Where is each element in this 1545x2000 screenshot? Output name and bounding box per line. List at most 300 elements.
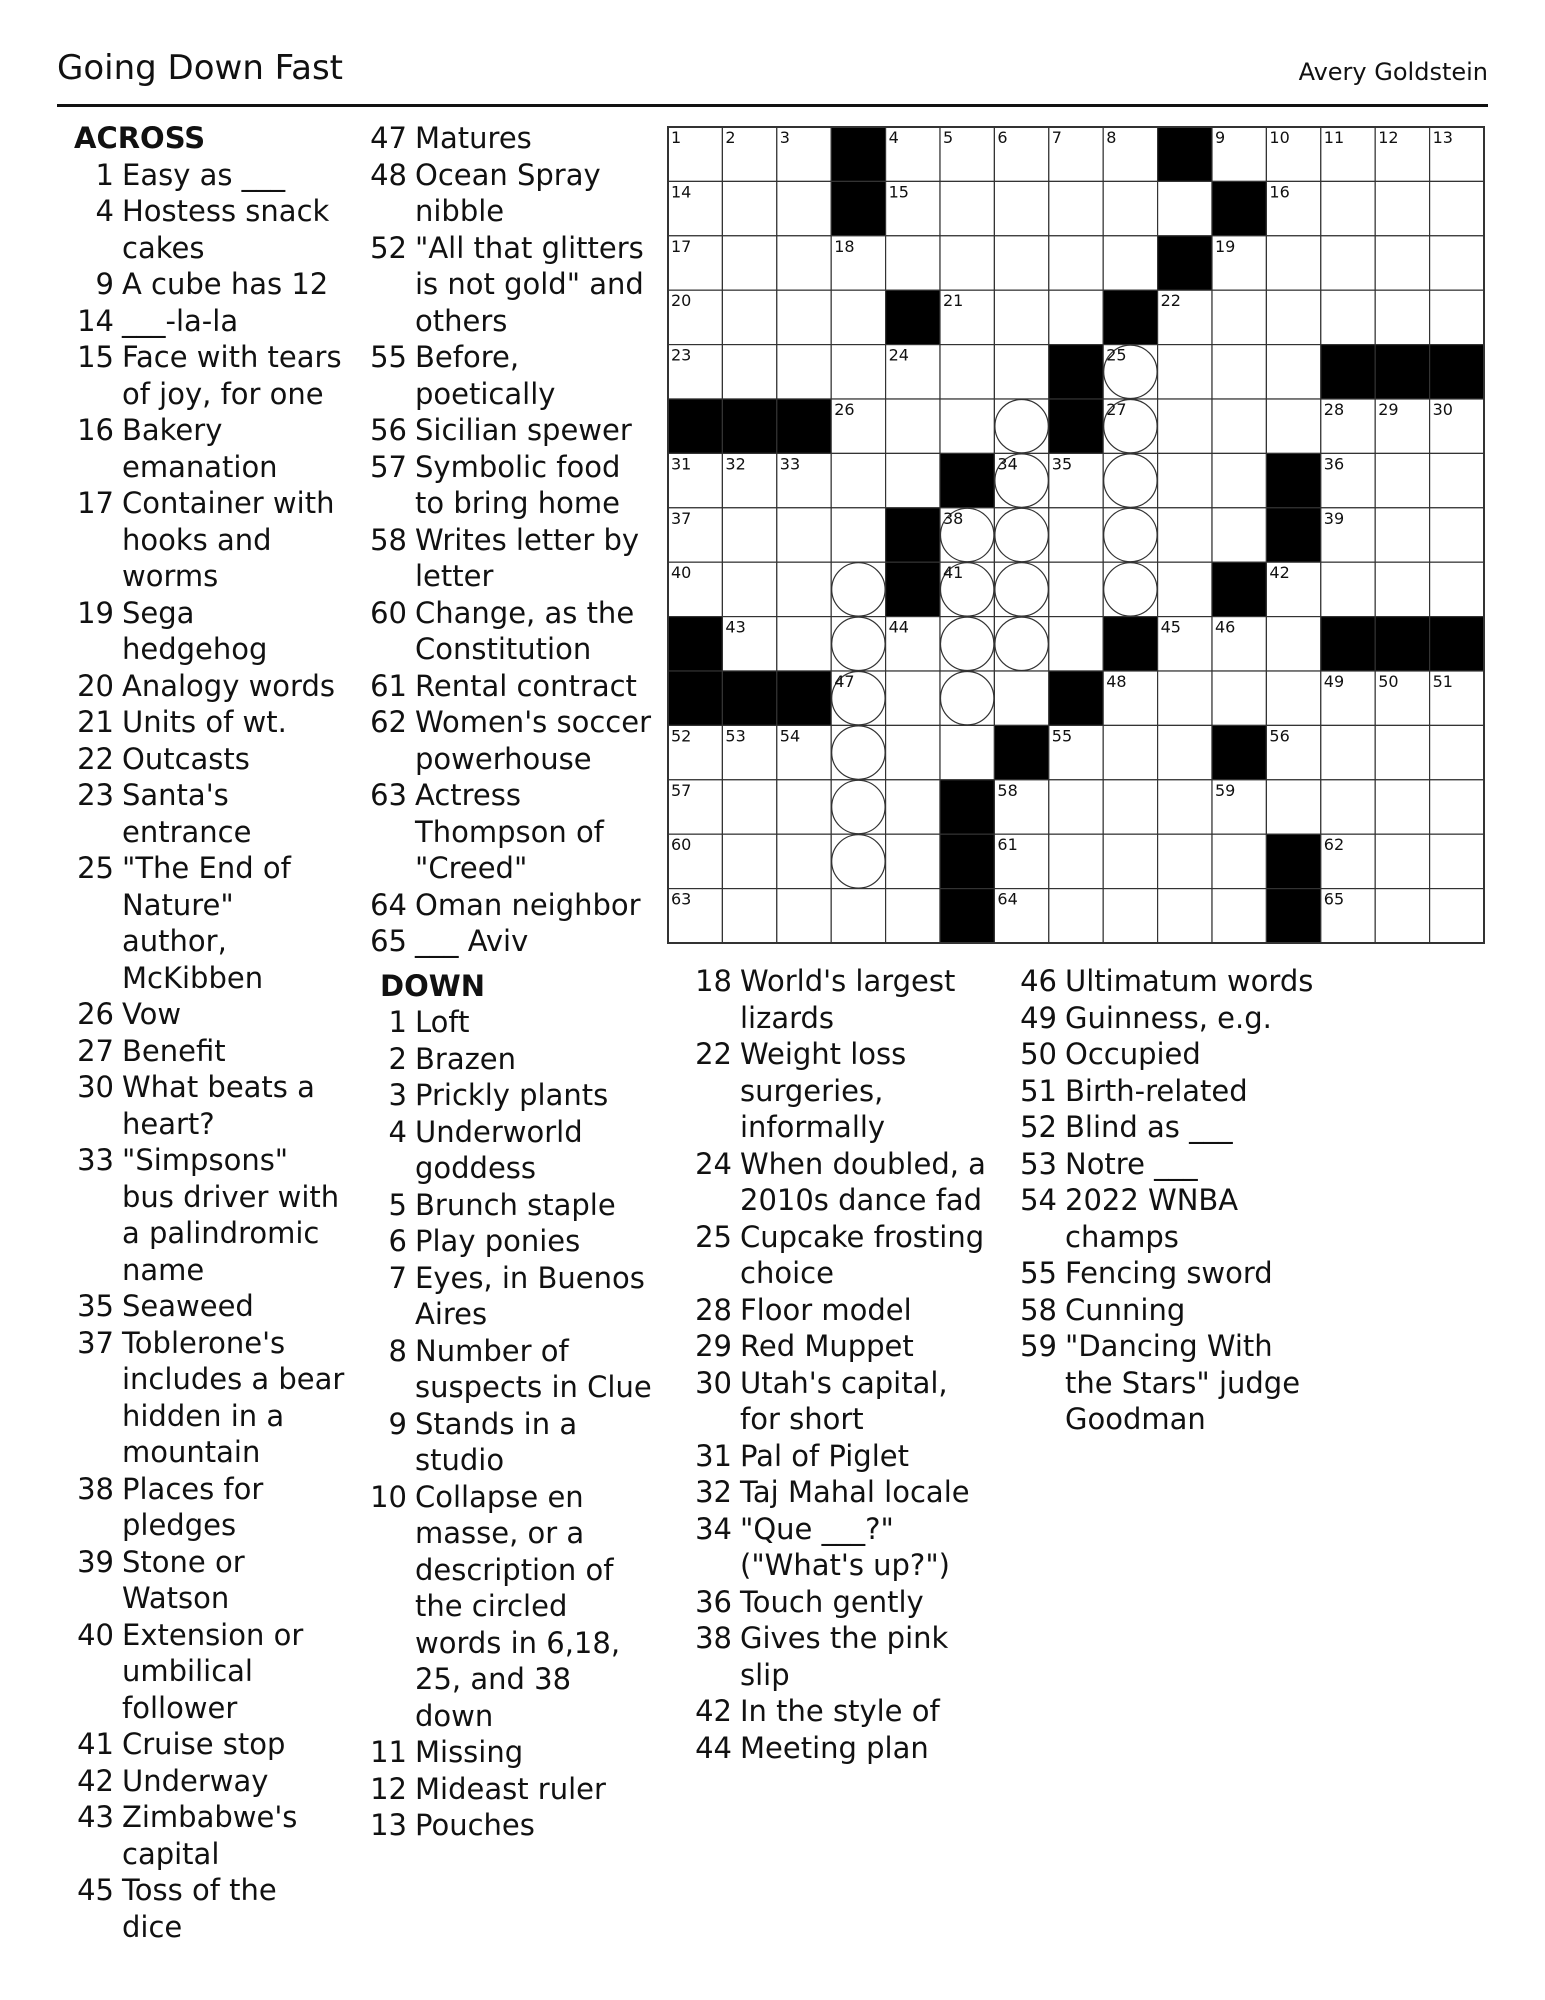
grid-cell[interactable] (994, 181, 1048, 235)
grid-cell[interactable] (722, 345, 776, 399)
grid-cell[interactable] (1266, 345, 1320, 399)
across-clue[interactable] (72, 741, 346, 778)
clue-number: 57 (370, 449, 407, 484)
clue-text: Writes letter by letter (415, 522, 640, 593)
across-clue[interactable] (72, 339, 346, 412)
clue-number: 16 (77, 413, 114, 447)
clue-text: Actress Thompson of "Creed" (415, 778, 604, 885)
across-clue[interactable] (72, 157, 346, 194)
grid-cell[interactable] (886, 453, 940, 507)
across-clue[interactable] (72, 1763, 346, 1800)
grid-cell[interactable] (1375, 725, 1429, 779)
down-clue[interactable] (690, 1036, 990, 1146)
grid-cell[interactable] (1321, 780, 1375, 834)
clue-number: 63 (370, 778, 407, 812)
grid-cell[interactable] (994, 671, 1048, 725)
across-clue[interactable] (365, 120, 655, 157)
clue-text: Play ponies (415, 1224, 581, 1258)
clue-text: In the style of (740, 1694, 940, 1728)
across-clue[interactable] (365, 704, 655, 777)
grid-cell[interactable] (1375, 562, 1429, 616)
grid-block (1212, 181, 1266, 235)
down-clue[interactable] (690, 1365, 990, 1438)
grid-cell[interactable] (1049, 508, 1103, 562)
across-clue[interactable] (72, 1544, 346, 1617)
grid-cell[interactable] (777, 617, 831, 671)
grid-cell[interactable] (1049, 236, 1103, 290)
cell-number: 44 (888, 617, 909, 637)
grid-cell[interactable] (1158, 834, 1212, 888)
down-clue[interactable] (1015, 1000, 1315, 1037)
grid-cell[interactable] (1212, 345, 1266, 399)
clue-number: 8 (388, 1333, 407, 1368)
grid-block (722, 399, 776, 453)
cell-number: 19 (1215, 236, 1236, 256)
down-clue[interactable] (690, 1146, 990, 1219)
clue-number: 19 (77, 595, 114, 630)
across-clue[interactable] (72, 193, 346, 266)
cell-number: 64 (997, 889, 1018, 909)
cell-number: 14 (671, 182, 692, 202)
clue-number: 12 (370, 1771, 407, 1806)
grid-cell[interactable] (1049, 181, 1103, 235)
grid-cell[interactable] (831, 345, 885, 399)
grid-cell[interactable] (1212, 508, 1266, 562)
across-clue[interactable] (365, 923, 655, 960)
grid-cell[interactable] (1212, 671, 1266, 725)
down-clue[interactable] (365, 1406, 655, 1479)
clue-column-2 (365, 120, 655, 1844)
cell-number: 9 (1215, 128, 1226, 147)
clue-number: 58 (370, 522, 407, 557)
grid-block (994, 725, 1048, 779)
down-clue[interactable] (365, 1114, 655, 1187)
clue-text: Sicilian spewer (415, 413, 632, 447)
grid-cell[interactable] (777, 236, 831, 290)
down-clue[interactable] (365, 1041, 655, 1078)
clue-number: 44 (695, 1730, 732, 1765)
grid-cell[interactable] (1375, 780, 1429, 834)
clue-text: Extension or umbilical follower (122, 1617, 304, 1725)
down-clue[interactable] (690, 1438, 990, 1475)
clue-number: 20 (77, 668, 114, 703)
down-clue[interactable] (365, 1807, 655, 1844)
grid-cell[interactable] (722, 780, 776, 834)
grid-cell[interactable] (1212, 889, 1266, 943)
down-clue[interactable] (365, 1771, 655, 1808)
across-clue[interactable] (72, 704, 346, 741)
grid-cell[interactable] (994, 290, 1048, 344)
grid-cell[interactable] (831, 508, 885, 562)
cell-number: 37 (671, 508, 692, 528)
grid-cell[interactable] (1375, 453, 1429, 507)
grid-cell[interactable] (940, 345, 994, 399)
across-clue[interactable] (72, 1799, 346, 1872)
grid-cell[interactable] (1375, 290, 1429, 344)
across-clue[interactable] (72, 595, 346, 668)
grid-cell[interactable] (1430, 508, 1484, 562)
down-clue[interactable] (365, 1260, 655, 1333)
clue-text: ___-la-la (122, 303, 239, 338)
grid-cell[interactable] (777, 345, 831, 399)
clue-text: Analogy words (122, 668, 335, 703)
grid-cell[interactable] (1103, 834, 1157, 888)
grid-cell[interactable] (1430, 562, 1484, 616)
grid-cell[interactable] (1375, 181, 1429, 235)
across-clue[interactable] (365, 668, 655, 705)
clue-number: 52 (1020, 1110, 1057, 1144)
grid-cell[interactable] (886, 671, 940, 725)
cell-number: 13 (1432, 128, 1453, 147)
down-clue[interactable] (690, 1511, 990, 1584)
grid-block (668, 399, 722, 453)
clue-text: What beats a heart? (122, 1070, 315, 1141)
grid-cell[interactable] (777, 562, 831, 616)
grid-cell[interactable] (777, 508, 831, 562)
grid-cell[interactable] (1158, 399, 1212, 453)
clue-column-3 (690, 963, 990, 1766)
grid-cell[interactable] (1158, 889, 1212, 943)
grid-cell[interactable] (1212, 834, 1266, 888)
grid-cell[interactable] (777, 780, 831, 834)
clue-text: Toblerone's includes a bear hidden in a mountain (122, 1325, 345, 1469)
clue-text: Change, as the Constitution (415, 595, 635, 666)
cell-number: 21 (943, 291, 964, 311)
clue-number: 1 (95, 157, 114, 192)
clue-column-4 (1015, 963, 1315, 1438)
across-clue[interactable] (365, 339, 655, 412)
grid-cell[interactable] (1321, 181, 1375, 235)
grid-cell[interactable] (1321, 290, 1375, 344)
grid-cell[interactable] (1375, 889, 1429, 943)
grid-cell[interactable] (1158, 562, 1212, 616)
clue-text: A cube has 12 (122, 267, 329, 301)
grid-cell[interactable] (1103, 889, 1157, 943)
grid-cell[interactable] (1321, 725, 1375, 779)
down-clue[interactable] (690, 1219, 990, 1292)
clue-text: Santa's entrance (122, 778, 252, 849)
grid-block (722, 671, 776, 725)
cell-number: 23 (671, 345, 692, 365)
grid-cell[interactable] (1266, 671, 1320, 725)
across-clue[interactable] (72, 303, 346, 340)
grid-cell[interactable] (831, 290, 885, 344)
grid-cell[interactable] (722, 508, 776, 562)
down-clue[interactable] (365, 1223, 655, 1260)
grid-cell[interactable] (1103, 181, 1157, 235)
grid-cell[interactable] (886, 725, 940, 779)
grid-block (1103, 617, 1157, 671)
grid-cell[interactable] (722, 290, 776, 344)
grid-cell[interactable] (1049, 562, 1103, 616)
grid-cell[interactable] (940, 399, 994, 453)
grid-block (940, 780, 994, 834)
clue-number: 50 (1020, 1037, 1057, 1071)
down-clue[interactable] (690, 1584, 990, 1621)
across-clue[interactable] (365, 230, 655, 340)
clue-text: Cupcake frosting choice (740, 1219, 985, 1290)
grid-cell[interactable] (1430, 725, 1484, 779)
clue-number: 30 (695, 1365, 732, 1400)
grid-cell[interactable] (1158, 780, 1212, 834)
across-clue[interactable] (72, 1069, 346, 1142)
across-clue[interactable] (72, 996, 346, 1033)
cell-number: 3 (779, 128, 790, 147)
clue-text: When doubled, a 2010s dance fad (740, 1146, 986, 1217)
grid-cell[interactable] (1375, 236, 1429, 290)
down-clue[interactable] (365, 1734, 655, 1771)
grid-block (1158, 127, 1212, 181)
grid-cell[interactable] (777, 889, 831, 943)
grid-cell[interactable] (1049, 780, 1103, 834)
grid-cell[interactable] (1212, 290, 1266, 344)
across-clue[interactable] (72, 266, 346, 303)
clue-number: 61 (370, 668, 407, 703)
clue-text: Rental contract (415, 668, 637, 703)
across-clue[interactable] (72, 850, 346, 996)
grid-cell[interactable] (1430, 834, 1484, 888)
clue-number: 60 (370, 595, 407, 630)
grid-cell[interactable] (1158, 508, 1212, 562)
clue-text: Stone or Watson (122, 1544, 245, 1615)
grid-cell[interactable] (1103, 725, 1157, 779)
across-clue[interactable] (365, 522, 655, 595)
down-clue[interactable] (690, 1730, 990, 1767)
grid-cell[interactable] (722, 236, 776, 290)
clue-text: Utah's capital, for short (740, 1365, 948, 1436)
cell-number: 22 (1160, 291, 1181, 311)
clue-text: Seaweed (122, 1289, 254, 1323)
down-clue[interactable] (1015, 1146, 1315, 1183)
across-clue[interactable] (365, 449, 655, 522)
down-clue[interactable] (1015, 1109, 1315, 1146)
across-clue[interactable] (365, 887, 655, 924)
clue-text: Blind as ___ (1065, 1110, 1233, 1144)
cell-number: 24 (888, 345, 909, 365)
grid-cell[interactable] (1049, 834, 1103, 888)
cell-number: 4 (888, 128, 899, 147)
clue-number: 56 (370, 413, 407, 447)
grid-cell[interactable] (722, 834, 776, 888)
grid-cell[interactable] (940, 181, 994, 235)
clue-number: 55 (370, 340, 407, 374)
down-clue[interactable] (365, 1004, 655, 1041)
grid-cell[interactable] (1158, 181, 1212, 235)
cell-number: 12 (1378, 128, 1399, 147)
cell-number: 47 (834, 672, 855, 691)
down-clue[interactable] (365, 1187, 655, 1224)
grid-cell[interactable] (1321, 562, 1375, 616)
clue-number: 51 (1020, 1073, 1057, 1108)
grid-block (886, 290, 940, 344)
down-clue[interactable] (1015, 1328, 1315, 1438)
clue-text: 2022 WNBA champs (1065, 1183, 1239, 1254)
across-clue[interactable] (72, 412, 346, 485)
grid-cell[interactable] (1321, 236, 1375, 290)
across-heading: ACROSS (74, 121, 206, 155)
down-clue[interactable] (1015, 1292, 1315, 1329)
clue-number: 55 (1020, 1256, 1057, 1290)
clue-number: 39 (77, 1544, 114, 1579)
clue-number: 38 (77, 1471, 114, 1506)
cell-number: 25 (1106, 345, 1127, 365)
grid-cell[interactable] (1158, 725, 1212, 779)
down-clue[interactable] (365, 1077, 655, 1114)
crossword-grid[interactable] (668, 127, 1486, 945)
grid-cell[interactable] (777, 181, 831, 235)
clue-number: 14 (77, 303, 114, 338)
grid-block (1430, 345, 1484, 399)
clue-text: Meeting plan (740, 1730, 929, 1765)
cell-number: 28 (1323, 400, 1345, 419)
grid-cell[interactable] (994, 345, 1048, 399)
cell-number: 46 (1215, 617, 1236, 637)
cell-number: 11 (1323, 128, 1345, 147)
grid-block (1049, 671, 1103, 725)
grid-cell[interactable] (1158, 671, 1212, 725)
down-clue[interactable] (690, 1474, 990, 1511)
grid-cell[interactable] (1212, 453, 1266, 507)
clue-number: 10 (370, 1479, 407, 1514)
clue-number: 46 (1020, 964, 1057, 998)
grid-cell[interactable] (777, 290, 831, 344)
down-clue[interactable] (690, 963, 990, 1036)
clue-number: 34 (695, 1511, 732, 1546)
clue-text: Symbolic food to bring home (415, 449, 621, 520)
across-clue[interactable] (365, 777, 655, 887)
clue-number: 13 (370, 1808, 407, 1842)
grid-cell[interactable] (1049, 889, 1103, 943)
down-clue[interactable] (1015, 1182, 1315, 1255)
grid-cell[interactable] (722, 562, 776, 616)
grid-cell[interactable] (1158, 345, 1212, 399)
across-clue[interactable] (72, 1872, 346, 1945)
grid-cell[interactable] (1266, 617, 1320, 671)
clue-text: "All that glitters is not gold" and others (415, 230, 644, 338)
across-clue[interactable] (72, 1726, 346, 1763)
clue-number: 47 (370, 121, 407, 155)
grid-cell[interactable] (1266, 780, 1320, 834)
puzzle-title: Going Down Fast (57, 48, 343, 88)
grid-cell[interactable] (1430, 889, 1484, 943)
grid-cell[interactable] (1430, 236, 1484, 290)
grid-cell[interactable] (1103, 236, 1157, 290)
grid-cell[interactable] (1049, 290, 1103, 344)
grid-cell[interactable] (1049, 617, 1103, 671)
grid-cell[interactable] (831, 453, 885, 507)
clue-text: Zimbabwe's capital (122, 1800, 298, 1871)
clue-text: Red Muppet (740, 1329, 914, 1363)
cell-number: 27 (1106, 400, 1127, 419)
grid-cell[interactable] (1430, 453, 1484, 507)
cell-number: 35 (1051, 454, 1073, 474)
clue-text: Face with tears of joy, for one (122, 340, 342, 411)
clue-text: Underworld goddess (415, 1114, 583, 1185)
across-clue[interactable] (365, 157, 655, 230)
across-clue[interactable] (72, 777, 346, 850)
clue-text: Toss of the dice (122, 1873, 277, 1944)
grid-cell[interactable] (1103, 780, 1157, 834)
across-clue[interactable] (365, 412, 655, 449)
clue-number: 43 (77, 1800, 114, 1834)
clue-text: Places for pledges (122, 1471, 264, 1542)
across-clue[interactable] (72, 485, 346, 595)
across-clue[interactable] (365, 595, 655, 668)
clue-text: Taj Mahal locale (740, 1475, 970, 1509)
grid-cell[interactable] (886, 834, 940, 888)
grid-cell[interactable] (886, 889, 940, 943)
clue-text: Eyes, in Buenos Aires (415, 1260, 645, 1331)
grid-cell[interactable] (831, 889, 885, 943)
grid-cell[interactable] (1266, 399, 1320, 453)
grid-cell[interactable] (722, 181, 776, 235)
grid-cell[interactable] (1375, 508, 1429, 562)
grid-block (668, 617, 722, 671)
grid-cell[interactable] (1212, 399, 1266, 453)
grid-block (1212, 562, 1266, 616)
down-clue[interactable] (365, 1479, 655, 1735)
across-clue[interactable] (72, 1471, 346, 1544)
cell-number: 42 (1269, 563, 1290, 583)
grid-cell[interactable] (1375, 834, 1429, 888)
grid-cell[interactable] (722, 889, 776, 943)
down-clue[interactable] (1015, 1036, 1315, 1073)
down-clue[interactable] (690, 1328, 990, 1365)
grid-cell[interactable] (1430, 780, 1484, 834)
across-clue[interactable] (72, 1617, 346, 1727)
across-clue[interactable] (72, 668, 346, 705)
grid-cell[interactable] (994, 236, 1048, 290)
clue-number: 25 (695, 1219, 732, 1254)
grid-block (886, 562, 940, 616)
clue-text: Occupied (1065, 1037, 1201, 1071)
grid-block (940, 453, 994, 507)
grid-cell[interactable] (940, 236, 994, 290)
grid-cell[interactable] (1158, 453, 1212, 507)
across-clue[interactable] (72, 1325, 346, 1471)
grid-cell[interactable] (886, 780, 940, 834)
cell-number: 30 (1432, 400, 1453, 419)
down-clue[interactable] (690, 1693, 990, 1730)
cell-number: 31 (671, 454, 692, 474)
clue-number: 27 (77, 1033, 114, 1068)
down-clue[interactable] (690, 1620, 990, 1693)
grid-cell[interactable] (1430, 181, 1484, 235)
down-clue[interactable] (690, 1292, 990, 1329)
down-clue[interactable] (1015, 963, 1315, 1000)
clue-text: Ocean Spray nibble (415, 157, 601, 228)
grid-cell[interactable] (1430, 290, 1484, 344)
down-clue[interactable] (365, 1333, 655, 1406)
across-clue[interactable] (72, 1288, 346, 1325)
across-clue[interactable] (72, 1142, 346, 1288)
clue-text: Loft (415, 1005, 470, 1039)
grid-cell[interactable] (940, 725, 994, 779)
clue-column-1 (72, 120, 346, 1945)
down-clue[interactable] (1015, 1255, 1315, 1292)
grid-cell[interactable] (886, 399, 940, 453)
clue-text: Notre ___ (1065, 1146, 1198, 1181)
grid-cell[interactable] (777, 834, 831, 888)
across-clue[interactable] (72, 1033, 346, 1070)
down-clue[interactable] (1015, 1073, 1315, 1110)
clue-number: 22 (695, 1037, 732, 1071)
grid-cell[interactable] (1266, 290, 1320, 344)
grid-cell[interactable] (886, 236, 940, 290)
grid-cell[interactable] (1266, 236, 1320, 290)
cell-number: 8 (1106, 128, 1117, 147)
cell-number: 58 (997, 780, 1018, 800)
